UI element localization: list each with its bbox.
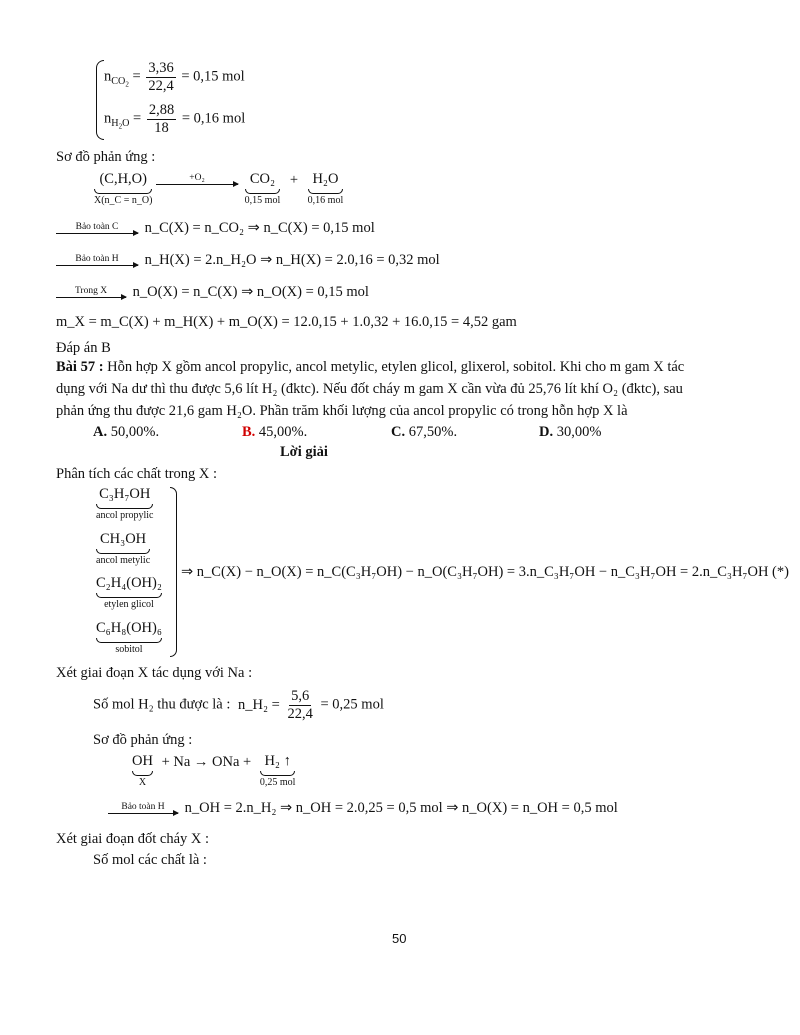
conservation-h: Bảo toàn H n_H(X) = 2.n_H₂O ⇒ n_H(X) = 2.0,16 = 0,32 mol: [56, 252, 440, 269]
option-d: D. 30,00%: [539, 424, 602, 440]
problem-line-1: Bài 57 : Hỗn hợp X gồm ancol propylic, ancol metylic, etylen glicol, glixerol, sobitol. Khi cho m gam X tác: [56, 359, 685, 375]
problem-line-2: dụng với Na dư thì thu được 5,6 lít H₂ (đktc). Nếu đốt cháy m gam X cần vừa đủ 25,76 lít khí O₂ (đktc), sau: [56, 381, 683, 397]
equation-brace: [96, 60, 104, 140]
reaction-scheme-title: Sơ đồ phản ứng :: [56, 149, 156, 165]
analysis-title: Phân tích các chất trong X :: [56, 466, 218, 482]
conservation-c: Bảo toàn C n_C(X) = n_CO₂ ⇒ n_C(X) = 0,15 mol: [56, 220, 375, 237]
stage-na-title: Xét giai đoạn X tác dụng với Na :: [56, 665, 253, 681]
mol-h2-line: Số mol H₂ thu được là : n_H₂ = $\frac{5,6}{22,4}$ = 0,25 mol: [93, 688, 384, 722]
equation-h2o: $n_{H_2O}$ = $\frac{2,88}{18}$ = 0,16 mol: [104, 102, 246, 136]
substance-sobitol: C₆H₈(OH)₆ sobitol: [96, 620, 162, 655]
reaction-1: (C,H,O) X(n_C = n_O) +O₂ CO₂ 0,15 mol + H₂O 0,16 mol: [94, 171, 344, 206]
product-h2o: H₂O 0,16 mol: [307, 171, 344, 206]
reaction-scheme-title-2: Sơ đồ phản ứng :: [93, 732, 193, 748]
mass-line: m_X = m_C(X) + m_H(X) + m_O(X) = 12.0,15 + 1.0,32 + 16.0,15 = 4,52 gam: [56, 314, 517, 330]
reactant-cho: (C,H,O) X(n_C = n_O): [94, 171, 153, 206]
problem-line-3: phản ứng thu được 21,6 gam H₂O. Phần trăm khối lượng của ancol propylic có trong hỗn hợp X là: [56, 403, 628, 419]
substances-brace: [170, 487, 177, 657]
previous-answer: Đáp án B: [56, 340, 111, 356]
option-a: A. 50,00%.: [93, 424, 160, 440]
mol-list-title: Số mol các chất là :: [93, 852, 207, 868]
conservation-h-2: Bảo toàn H n_OH = 2.n_H₂ ⇒ n_OH = 2.0,25 = 0,5 mol ⇒ n_O(X) = n_OH = 0,5 mol: [108, 800, 618, 817]
reaction-2: OH X + Na → ONa + H₂ ↑ 0,25 mol: [132, 753, 296, 788]
equation-co2: $n_{CO_2}$ = $\frac{3,36}{22,4}$ = 0,15 mol: [104, 60, 245, 94]
option-b: B. 45,00%.: [242, 424, 308, 440]
substance-propylic: C₃H₇OH ancol propylic: [96, 486, 154, 521]
product-co2: CO₂ 0,15 mol: [244, 171, 281, 206]
conservation-o: Trong X n_O(X) = n_C(X) ⇒ n_O(X) = 0,15 mol: [56, 284, 369, 301]
page-number: 50: [392, 931, 407, 946]
substances-expression: ⇒ n_C(X) − n_O(X) = n_C(C₃H₇OH) − n_O(C₃H₇OH) = 3.n_C₃H₇OH − n_C₃H₇OH = 2.n_C₃H₇OH (*): [181, 564, 789, 580]
substance-etylen-glicol: C₂H₄(OH)₂ etylen glicol: [96, 575, 162, 610]
substance-metylic: CH₃OH ancol metylic: [96, 531, 151, 566]
stage-burn-title: Xét giai đoạn đốt cháy X :: [56, 831, 210, 847]
option-c: C. 67,50%.: [391, 424, 458, 440]
solution-title: Lời giải: [280, 444, 328, 460]
